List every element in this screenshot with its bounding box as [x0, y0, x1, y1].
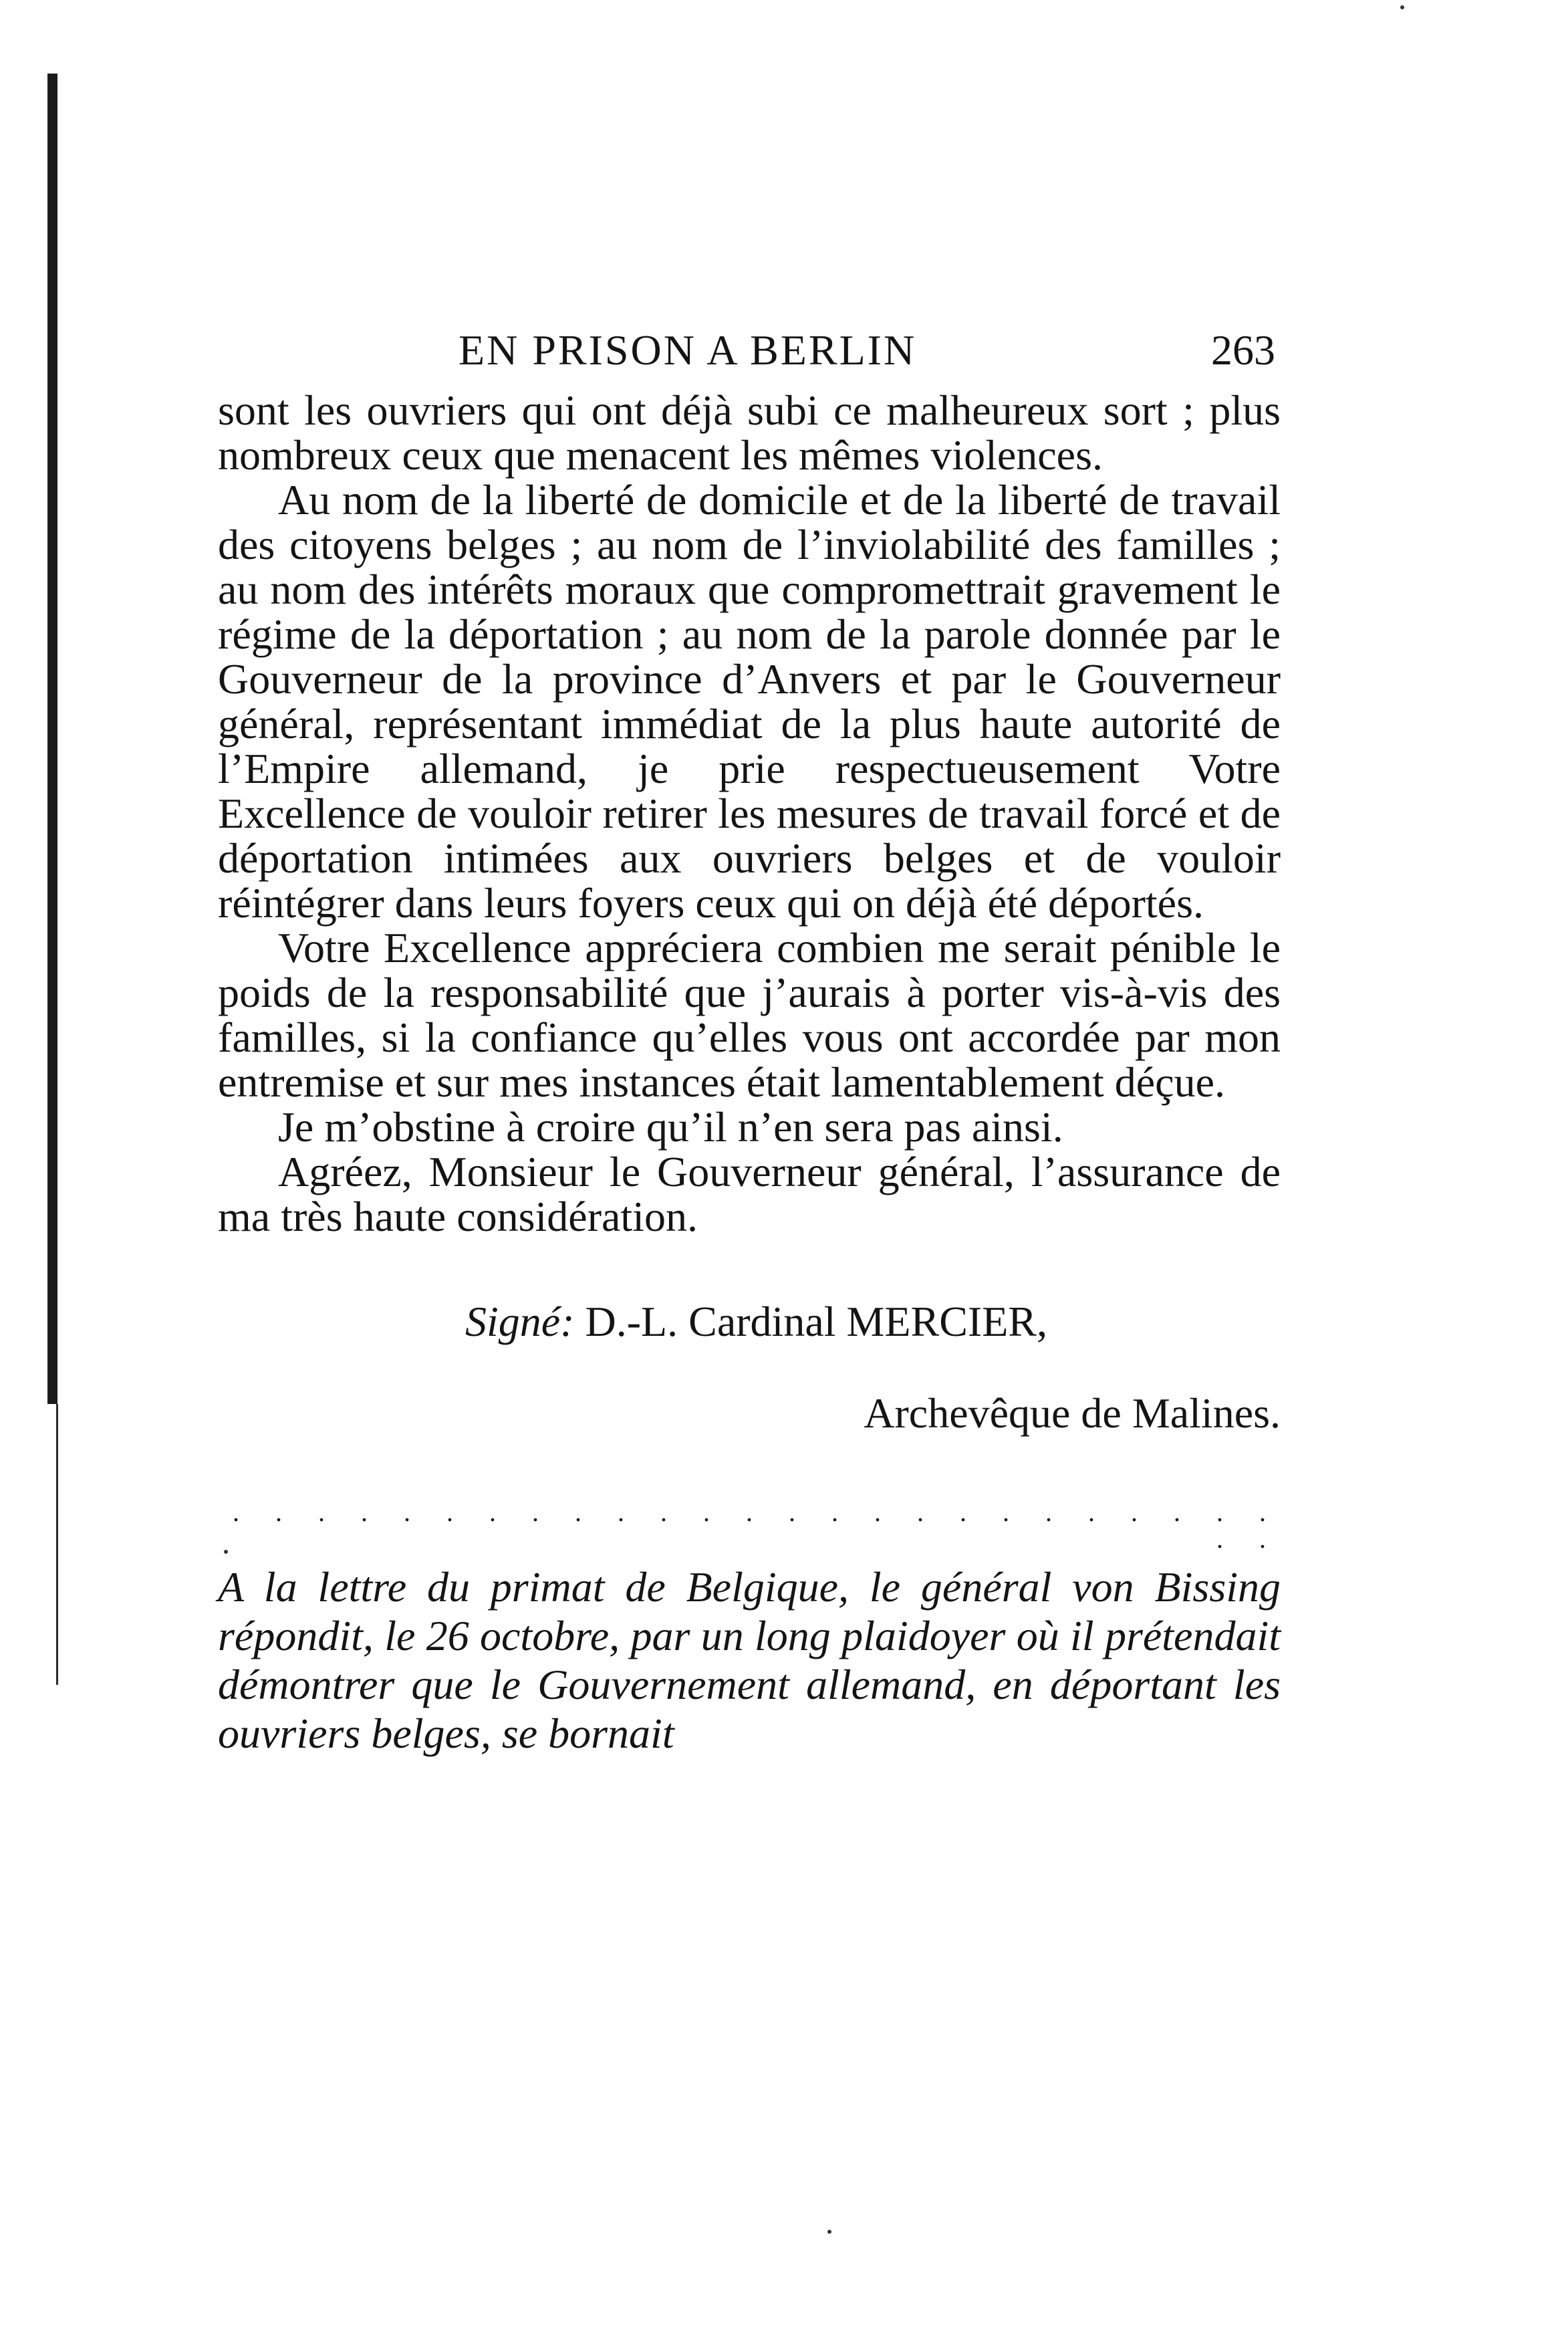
body-paragraph: Je m’obstine à croire qu’il n’en sera pas ainsi.	[278, 1103, 1063, 1151]
closing-italic-paragraph: A la lettre du primat de Belgique, le général von Bissing répondit, le 26 octobre, par un long plaidoyer où il prétendait démontrer que le Gouvernement allemand, en déportant les ouvriers belges, se bornait	[218, 1563, 1281, 1757]
signature-label: Signé:	[465, 1298, 575, 1345]
book-page	[218, 314, 1281, 1758]
body-paragraph: Votre Excellence appréciera combien me serait pénible le poids de la responsabilité que j’aurais à porter vis-à-vis des familles, si la confiance qu’elles vous ont accordée par mon entremise et sur mes instances était lamentablement déçue.	[218, 924, 1281, 1106]
scan-speck	[827, 2230, 831, 2234]
signature-name: D.-L. Cardinal MERCIER,	[585, 1298, 1047, 1345]
section-separator: . . . . . . . . . . . . . . . . . . . . . . . . . . .	[233, 1497, 1281, 1554]
body-paragraph: sont les ouvriers qui ont déjà subi ce malheureux sort ; plus nombreux ceux que menacent les mêmes violences.	[218, 386, 1281, 479]
scan-speck	[1400, 5, 1404, 9]
binding-edge-line	[56, 1404, 58, 1685]
page-number: 263	[1211, 326, 1275, 374]
signature-title: Archevêque de Malines.	[864, 1389, 1281, 1437]
signature-line	[218, 1299, 1281, 1344]
running-head	[218, 314, 1281, 388]
running-title: EN PRISON A BERLIN	[459, 326, 917, 374]
body-paragraph: Au nom de la liberté de domicile et de la liberté de travail des citoyens belges ; au nom de l’inviolabilité des familles ; au nom des intérêts moraux que compromettrait gravement le régime de la déportation ; au nom de la parole donnée par le Gouverneur de la province d’Anvers et par le Gouverneur général, représentant immédiat de la plus haute autorité de l’Empire allemand, je prie respectueusement Votre Excellence de vouloir retirer les mesures de travail forcé et de déportation intimées aux ouvriers belges et de vouloir réintégrer dans leurs foyers ceux qui on déjà été déportés.	[218, 476, 1281, 927]
body-paragraph: Agréez, Monsieur le Gouverneur général, l’assurance de ma très haute considération.	[218, 1148, 1281, 1240]
binding-edge-shadow	[47, 74, 57, 1404]
